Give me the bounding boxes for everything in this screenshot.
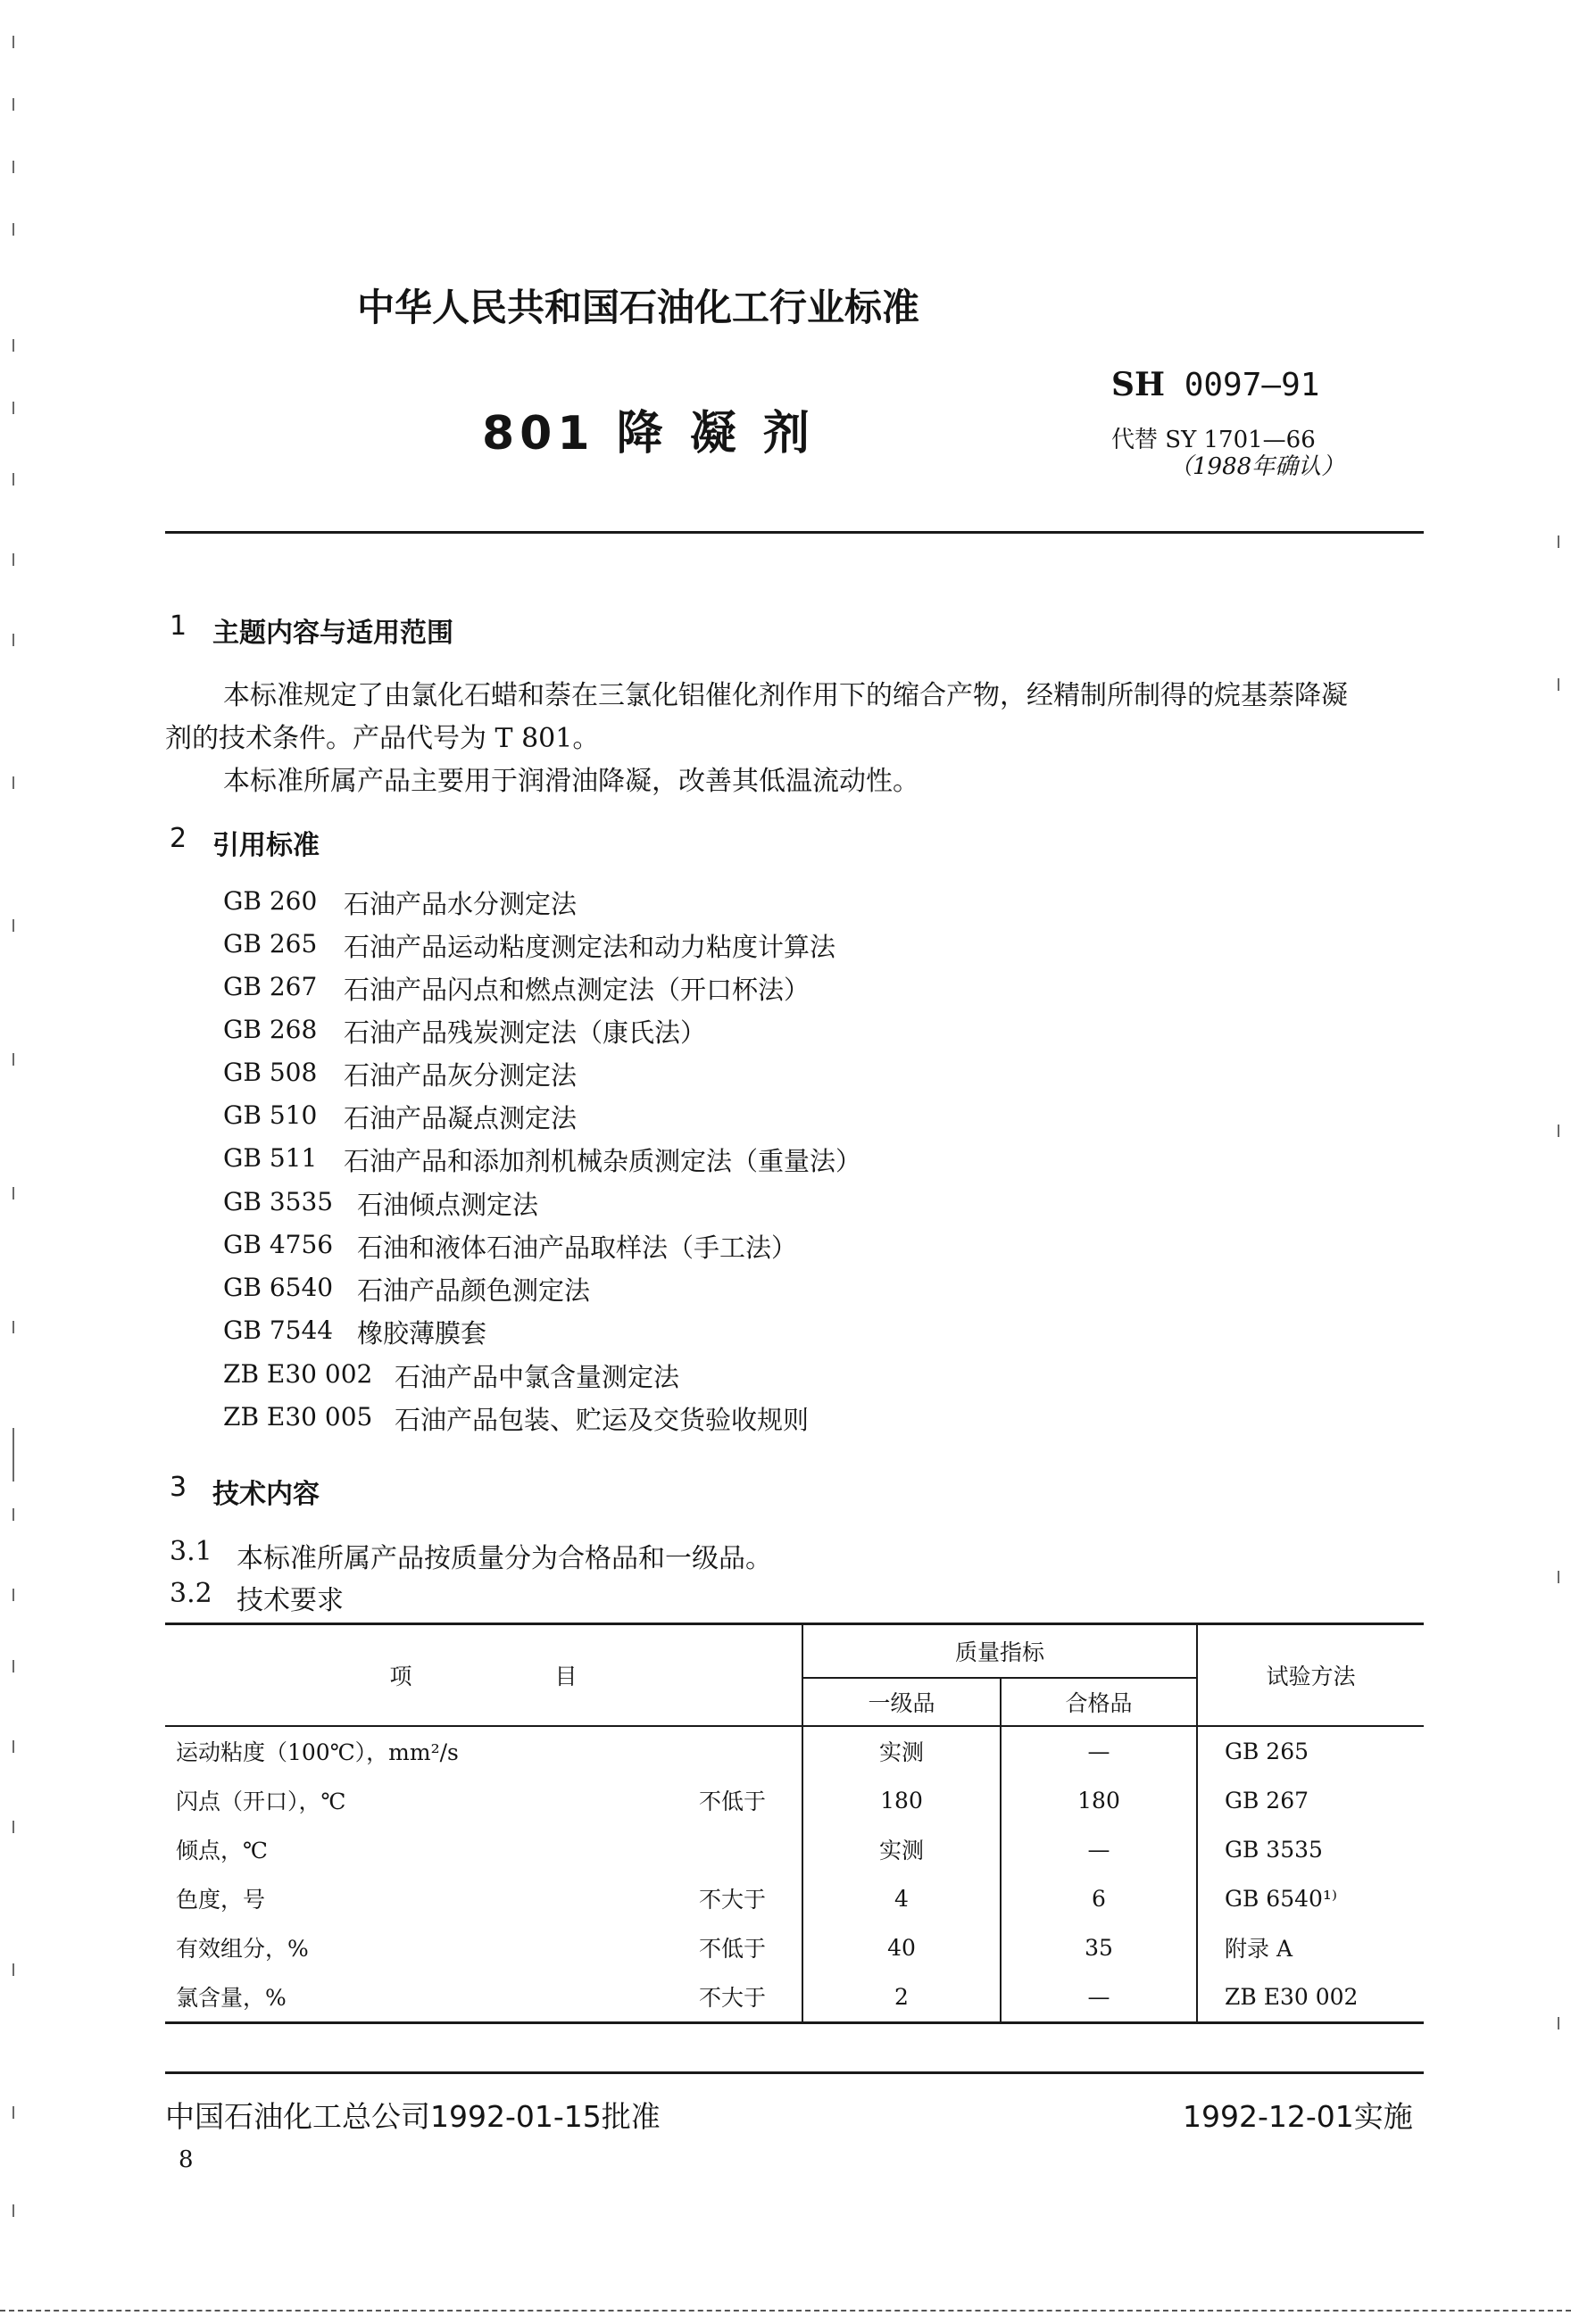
ref-code: ZB E30 002 <box>223 1359 373 1389</box>
row-item: 有效组分，% <box>176 1936 309 1962</box>
spec-table <box>165 1623 1424 2024</box>
ref-title: 石油和液体石油产品取样法（手工法） <box>357 1233 798 1263</box>
ref-code: GB 508 <box>223 1058 318 1087</box>
ref-title: 石油产品颜色测定法 <box>357 1275 591 1306</box>
page-number: 8 <box>179 2146 194 2173</box>
table-row <box>165 1776 1424 1825</box>
ref-title: 石油产品凝点测定法 <box>344 1103 578 1133</box>
row-method: GB 3535 <box>1197 1825 1424 1874</box>
clause-3-1-text: 本标准所属产品按质量分为合格品和一级品。 <box>237 1543 772 1574</box>
ref-code: GB 3535 <box>223 1187 334 1216</box>
org-title: 中华人民共和国石油化工行业标准 <box>357 286 920 329</box>
row-grade1: 2 <box>802 1972 1001 2023</box>
row-qualified: — <box>1001 1726 1197 1776</box>
section-1-para-1-line-1: 本标准规定了由氯化石蜡和萘在三氯化铝催化剂作用下的缩合产物，经精制所制得的烷基萘降凝 <box>223 680 1348 711</box>
table-row <box>165 1874 1424 1923</box>
row-item: 运动粘度（100℃），mm²/s <box>176 1739 459 1765</box>
section-3-number: 3 <box>170 1472 187 1503</box>
ref-code: GB 6540 <box>223 1273 334 1302</box>
ref-title: 橡胶薄膜套 <box>357 1318 487 1349</box>
header-qualified: 合格品 <box>1001 1678 1197 1726</box>
ref-code: GB 265 <box>223 929 318 959</box>
header-item-b: 目 <box>554 1663 578 1689</box>
row-item: 倾点，℃ <box>176 1838 268 1863</box>
row-item-cell <box>165 1726 802 1776</box>
ref-code: GB 511 <box>223 1143 318 1173</box>
row-method: ZB E30 002 <box>1197 1972 1424 2023</box>
section-2-title: 引用标准 <box>212 830 320 861</box>
row-grade1: 实测 <box>802 1726 1001 1776</box>
ref-code: GB 510 <box>223 1100 318 1130</box>
row-condition: 不大于 <box>698 1887 766 1913</box>
row-qualified: 6 <box>1001 1874 1197 1923</box>
section-1-title: 主题内容与适用范围 <box>212 618 453 649</box>
row-condition: 不大于 <box>698 1985 766 2011</box>
header-item <box>165 1624 802 1726</box>
approval-line: 中国石油化工总公司1992-01-15批准 <box>165 2099 661 2134</box>
row-condition <box>766 1735 802 1767</box>
ref-title: 石油产品残炭测定法（康氏法） <box>344 1017 707 1048</box>
ref-title: 石油产品灰分测定法 <box>344 1060 578 1091</box>
header-method: 试验方法 <box>1197 1624 1424 1726</box>
table-row <box>165 1972 1424 2023</box>
section-1-number: 1 <box>170 610 187 642</box>
standard-prefix: SH <box>1111 366 1166 403</box>
row-condition: 不低于 <box>698 1936 766 1962</box>
section-2-number: 2 <box>170 823 187 854</box>
ref-code: GB 267 <box>223 972 318 1001</box>
ref-title: 石油产品包装、贮运及交货验收规则 <box>395 1405 810 1435</box>
section-1-para-1-line-2: 剂的技术条件。产品代号为 T 801。 <box>165 723 600 754</box>
standard-number <box>1111 366 1319 403</box>
table-row <box>165 1825 1424 1874</box>
row-item: 氯含量，% <box>176 1985 287 2011</box>
footer-rule <box>165 2071 1424 2074</box>
ref-title: 石油产品中氯含量测定法 <box>395 1362 680 1392</box>
row-item-cell <box>165 1776 802 1825</box>
ref-title: 石油倾点测定法 <box>357 1190 539 1220</box>
section-1-para-2: 本标准所属产品主要用于润滑油降凝，改善其低温流动性。 <box>223 766 919 797</box>
row-item-cell <box>165 1972 802 2023</box>
reconfirmed-note: （1988年确认） <box>1169 453 1345 480</box>
row-item-cell <box>165 1923 802 1972</box>
doc-title: 801 降 凝 剂 <box>482 407 815 461</box>
row-grade1: 180 <box>802 1776 1001 1825</box>
table-row <box>165 1726 1424 1776</box>
ref-code: GB 260 <box>223 886 318 916</box>
row-method: GB 267 <box>1197 1776 1424 1825</box>
header-grade1: 一级品 <box>802 1678 1001 1726</box>
row-qualified: — <box>1001 1972 1197 2023</box>
row-condition <box>766 1833 802 1865</box>
standard-code: 0097—91 <box>1184 367 1320 403</box>
row-qualified: 35 <box>1001 1923 1197 1972</box>
header-quality: 质量指标 <box>802 1624 1197 1678</box>
ref-title: 石油产品水分测定法 <box>344 889 578 919</box>
row-grade1: 实测 <box>802 1825 1001 1874</box>
row-item-cell <box>165 1874 802 1923</box>
row-qualified: — <box>1001 1825 1197 1874</box>
row-item-cell <box>165 1825 802 1874</box>
clause-3-2-text: 技术要求 <box>237 1585 344 1616</box>
ref-title: 石油产品和添加剂机械杂质测定法（重量法） <box>344 1146 862 1176</box>
ref-code: GB 4756 <box>223 1230 334 1259</box>
header-item-a: 项 <box>389 1663 412 1689</box>
table-row <box>165 1923 1424 1972</box>
ref-code: GB 268 <box>223 1015 318 1044</box>
row-grade1: 40 <box>802 1923 1001 1972</box>
row-condition: 不低于 <box>698 1789 766 1814</box>
header-rule <box>165 531 1424 534</box>
implementation-date: 1992-12-01实施 <box>1183 2099 1413 2134</box>
row-item: 色度，号 <box>176 1887 266 1913</box>
replaces-standard: 代替 SY 1701—66 <box>1111 427 1316 453</box>
row-method: GB 265 <box>1197 1726 1424 1776</box>
row-method: GB 6540¹⁾ <box>1197 1874 1424 1923</box>
scan-bottom-edge <box>0 2310 1571 2312</box>
row-item: 闪点（开口），℃ <box>176 1789 346 1814</box>
clause-3-2-number: 3.2 <box>170 1578 212 1609</box>
ref-code: ZB E30 005 <box>223 1402 373 1432</box>
clause-3-1-number: 3.1 <box>170 1536 212 1567</box>
row-method: 附录 A <box>1197 1923 1424 1972</box>
section-3-title: 技术内容 <box>212 1479 320 1510</box>
row-grade1: 4 <box>802 1874 1001 1923</box>
row-qualified: 180 <box>1001 1776 1197 1825</box>
ref-title: 石油产品闪点和燃点测定法（开口杯法） <box>344 975 810 1005</box>
ref-title: 石油产品运动粘度测定法和动力粘度计算法 <box>344 932 836 962</box>
ref-code: GB 7544 <box>223 1316 334 1345</box>
